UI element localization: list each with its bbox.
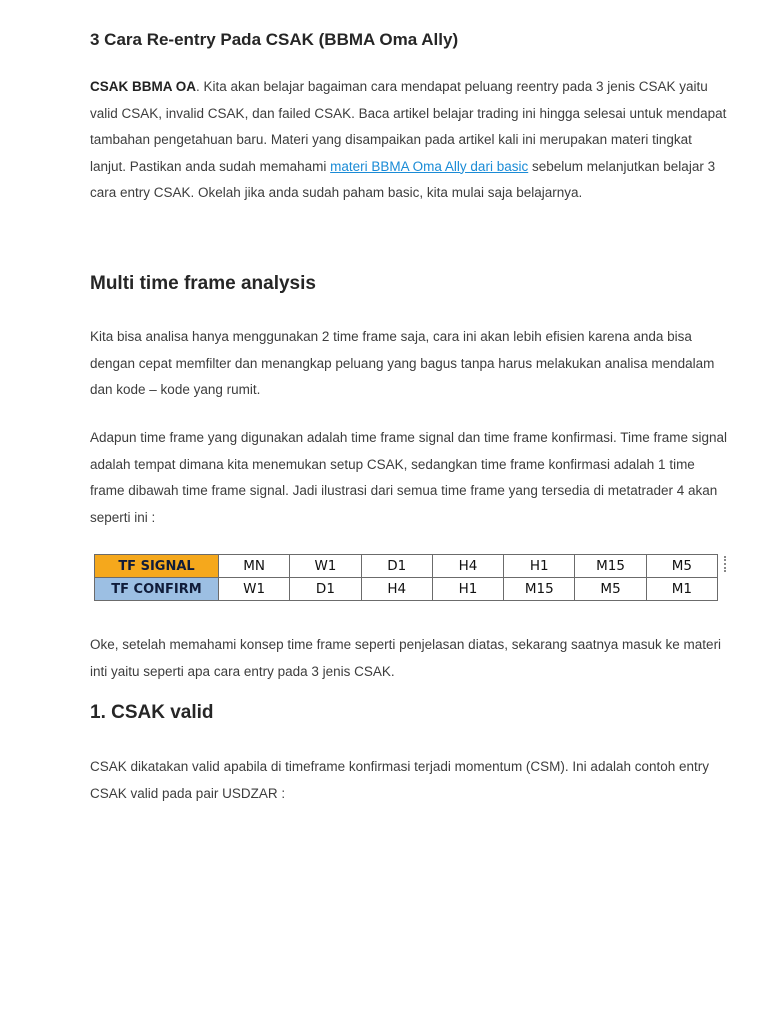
tf-cell: M5 (646, 555, 717, 578)
tf-cell: W1 (219, 578, 290, 601)
intro-text-after-link: sebelum melanjutkan belajar 3 cara entry CSAK. Okelah jika anda sudah paham basic, kita mulai saja belajarnya. (90, 158, 716, 200)
tf-cell: H4 (432, 555, 503, 578)
section-heading-csak-valid: 1. CSAK valid (90, 702, 214, 723)
tf-cell: M5 (575, 578, 646, 601)
tf-cell: D1 (361, 555, 432, 578)
tf-signal-header: TF SIGNAL (95, 555, 219, 578)
section1-paragraph-2: Adapun time frame yang digunakan adalah time frame signal dan time frame konfirmasi. Time frame signal adalah tempat dimana kita menemukan setup CSAK, sedangkan time frame konfirmasi adalah 1 time frame dibawah time frame signal. Jadi ilustrasi dari semua time frame yang tersedia di metatrader 4 akan seperti ini : (90, 430, 728, 525)
tf-cell: H1 (432, 578, 503, 601)
intro-bold-lead: CSAK BBMA OA (90, 79, 196, 94)
tf-cell: M1 (646, 578, 717, 601)
tf-cell: M15 (575, 555, 646, 578)
timeframe-table (94, 554, 718, 601)
table-edge-mark (720, 556, 726, 572)
section1-paragraph-1: Kita bisa analisa hanya menggunakan 2 time frame saja, cara ini akan lebih efisien karena anda bisa dengan cepat memfilter dan menangkap peluang yang bagus tanpa harus melakukan analisa mendalam dan kode – kode yang rumit. (90, 329, 715, 397)
article-title: 3 Cara Re-entry Pada CSAK (BBMA Oma Ally) (90, 30, 459, 49)
bbma-basic-link[interactable]: materi BBMA Oma Ally dari basic (330, 158, 529, 174)
tf-confirm-row (95, 578, 718, 601)
section2-paragraph: CSAK dikatakan valid apabila di timeframe konfirmasi terjadi momentum (CSM). Ini adalah contoh entry CSAK valid pada pair USDZAR : (90, 759, 710, 801)
tf-cell: MN (219, 555, 290, 578)
tf-signal-row (95, 555, 718, 578)
tf-cell: H1 (504, 555, 575, 578)
tf-cell: D1 (290, 578, 361, 601)
tf-cell: W1 (290, 555, 361, 578)
intro-text-before-link: . Kita akan belajar bagaiman cara mendapat peluang reentry pada 3 jenis CSAK yaitu valid CSAK, invalid CSAK, dan failed CSAK. Baca artikel belajar trading ini hingga selesai untuk mendapat tambahan pengetahuan baru. Materi yang disampaikan pada artikel kali ini merupakan materi tingkat lanjut. Pastikan anda sudah memahami (90, 79, 727, 174)
tf-cell: H4 (361, 578, 432, 601)
tf-cell: M15 (504, 578, 575, 601)
paragraph-transition: Oke, setelah memahami konsep time frame seperti penjelasan diatas, sekarang saatnya masuk ke materi inti yaitu seperti apa cara entry pada 3 jenis CSAK. (90, 637, 722, 679)
tf-confirm-header: TF CONFIRM (95, 578, 219, 601)
intro-paragraph (90, 74, 730, 207)
section-heading-multi-timeframe: Multi time frame analysis (90, 273, 316, 294)
